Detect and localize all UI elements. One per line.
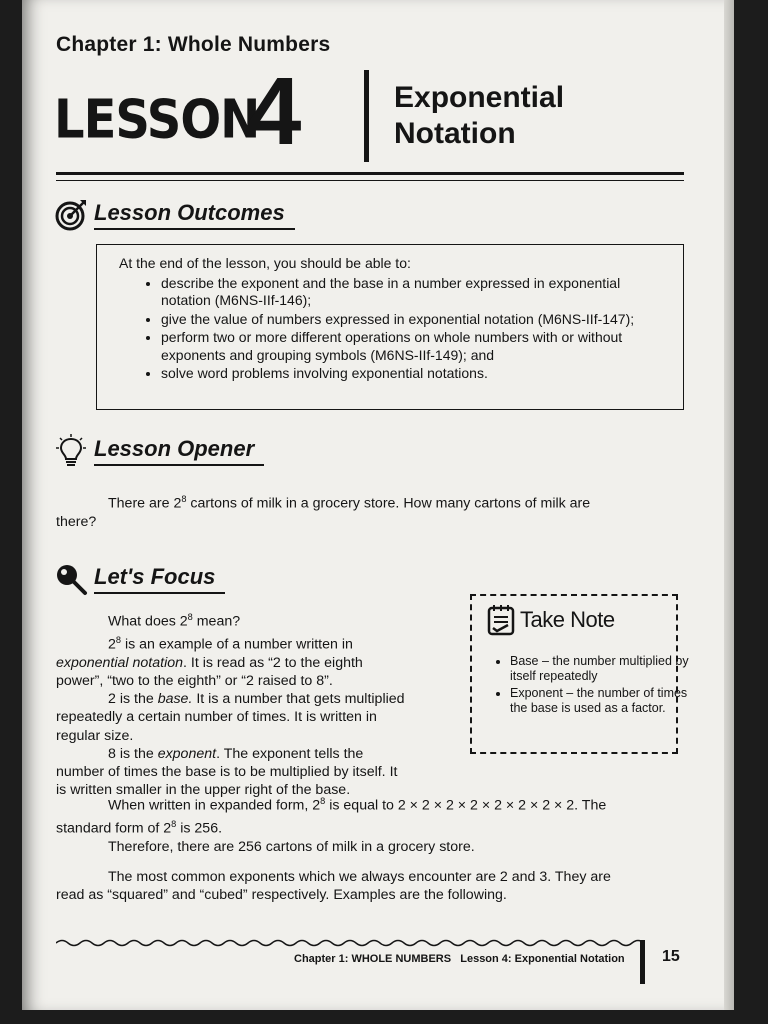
focus-question-exp: 8 bbox=[187, 612, 193, 622]
take-note-heading bbox=[486, 604, 615, 636]
lightbulb-icon bbox=[54, 434, 88, 468]
outcomes-heading-label: Lesson Outcomes bbox=[94, 200, 295, 230]
focus-p4-d: is 256. bbox=[176, 820, 223, 837]
focus-p1-c: . It is read as “2 to the eighth bbox=[183, 654, 363, 671]
take-note-box bbox=[470, 594, 689, 754]
focus-p2-term: base. bbox=[157, 691, 193, 708]
outcomes-heading bbox=[54, 198, 295, 232]
focus-question-a: What does 2 bbox=[108, 613, 188, 630]
focus-p3-a: 8 is the bbox=[108, 745, 158, 762]
focus-p3-e: is written smaller in the upper right of the base. bbox=[56, 782, 351, 799]
focus-text-left: What does $2^8$ mean? $2^8$ is an example of a number written in exponential notation. It is read as “2 to the eighth power”, “two to the eighth” or “2 raised to 8”. 2 is the base. It is a number that gets multiplied repeatedly a certain number of times. It is written in regular size. 8 is the exponent. The exponent tells the number of times the base is to be multiplied by itself. It is written smaller in the upper right of the base. bbox=[56, 608, 476, 800]
focus-p6-a: The most common exponents which we always encounter are 2 and 3. They are bbox=[108, 869, 611, 886]
focus-p4-c: standard form of 2 bbox=[56, 820, 172, 837]
opener-text-line2: there? bbox=[56, 513, 97, 530]
outcome-item: • solve word problems involving exponential notations. bbox=[161, 365, 663, 383]
outcome-item: • give the value of numbers expressed in exponential notation (M6NS-IIf-147); bbox=[161, 311, 663, 329]
header-rule-thick bbox=[56, 172, 684, 175]
take-note-label: Take Note bbox=[520, 607, 615, 632]
chapter-heading: Chapter 1: Whole Numbers bbox=[56, 33, 331, 56]
take-note-list bbox=[490, 654, 690, 717]
focus-p3-d: number of times the base is to be multiplied by itself. It bbox=[56, 764, 398, 781]
focus-question-b: mean? bbox=[192, 613, 241, 630]
opener-exponent: 8 bbox=[181, 494, 187, 504]
footer-text bbox=[294, 953, 625, 965]
focus-p2-c: It is a number that gets multiplied bbox=[192, 691, 405, 708]
focus-p6-b: read as “squared” and “cubed” respectively. Examples are the following. bbox=[56, 887, 507, 904]
focus-p4-exp: 8 bbox=[320, 796, 326, 806]
title-divider bbox=[364, 70, 369, 162]
take-note-item: • Base – the number multiplied by itself repeatedly bbox=[510, 654, 690, 685]
focus-p1-a: is an example of a number written in bbox=[121, 636, 353, 653]
opener-heading bbox=[54, 434, 264, 468]
focus-p2-d: repeatedly a certain number of times. It is written in bbox=[56, 709, 377, 726]
footer-lesson: Lesson 4: Exponential Notation bbox=[460, 953, 625, 965]
focus-p2-a: 2 is the bbox=[108, 691, 158, 708]
page-edge bbox=[724, 0, 734, 1010]
opener-heading-label: Lesson Opener bbox=[94, 436, 264, 466]
outcomes-box bbox=[96, 244, 684, 410]
outcome-item: • perform two or more different operations on whole numbers with or without exponents and grouping symbols (M6NS-IIf-149); and bbox=[161, 329, 663, 364]
opener-text-a: There are 2 bbox=[108, 495, 182, 512]
focus-p3-c: . The exponent tells the bbox=[216, 745, 364, 762]
header-rule-thin bbox=[56, 180, 684, 181]
focus-p4-a: When written in expanded form, 2 bbox=[108, 797, 321, 814]
opener-text-b: cartons of milk in a grocery store. How many cartons of milk are bbox=[186, 495, 591, 512]
lesson-number: 4 bbox=[248, 58, 302, 165]
focus-p3-term: exponent bbox=[157, 745, 217, 762]
lesson-title bbox=[394, 80, 564, 152]
focus-p1-d: power”, “two to the eighth” or “2 raised to 8”. bbox=[56, 673, 333, 690]
focus-text-full bbox=[56, 792, 686, 904]
lesson-title-line1: Exponential bbox=[394, 81, 565, 114]
opener-text bbox=[56, 490, 686, 531]
footer-divider bbox=[640, 940, 645, 984]
target-icon bbox=[54, 198, 88, 232]
focus-spacer bbox=[56, 856, 686, 868]
focus-heading bbox=[54, 562, 225, 596]
outcome-item: • describe the exponent and the base in a number expressed in exponential notation (M6NS-IIf-146); bbox=[161, 275, 663, 310]
focus-p2-e: regular size. bbox=[56, 727, 134, 744]
focus-p1-term: exponential notation bbox=[56, 654, 184, 671]
focus-p4-exp2: 8 bbox=[171, 818, 177, 829]
outcomes-intro: At the end of the lesson, you should be able to: bbox=[119, 255, 411, 271]
focus-p5: Therefore, there are 256 cartons of milk in a grocery store. bbox=[108, 838, 475, 855]
notepad-icon bbox=[486, 604, 516, 636]
footer-wave-rule bbox=[56, 938, 652, 948]
outcomes-list bbox=[119, 275, 663, 383]
magnifier-icon bbox=[54, 562, 88, 596]
footer-chapter: Chapter 1: WHOLE NUMBERS bbox=[294, 953, 452, 965]
page-number: 15 bbox=[662, 948, 680, 965]
focus-p4-b: is equal to 2 × 2 × 2 × 2 × 2 × 2 × 2 × 2. The bbox=[325, 797, 607, 814]
lesson-title-line2: Notation bbox=[394, 117, 516, 150]
book-page bbox=[22, 0, 734, 1010]
focus-heading-label: Let's Focus bbox=[94, 564, 225, 594]
lesson-label: LESSON bbox=[54, 88, 260, 151]
focus-p1-exp: 8 bbox=[115, 634, 122, 645]
take-note-item: • Exponent – the number of times the base is used as a factor. bbox=[510, 686, 690, 717]
